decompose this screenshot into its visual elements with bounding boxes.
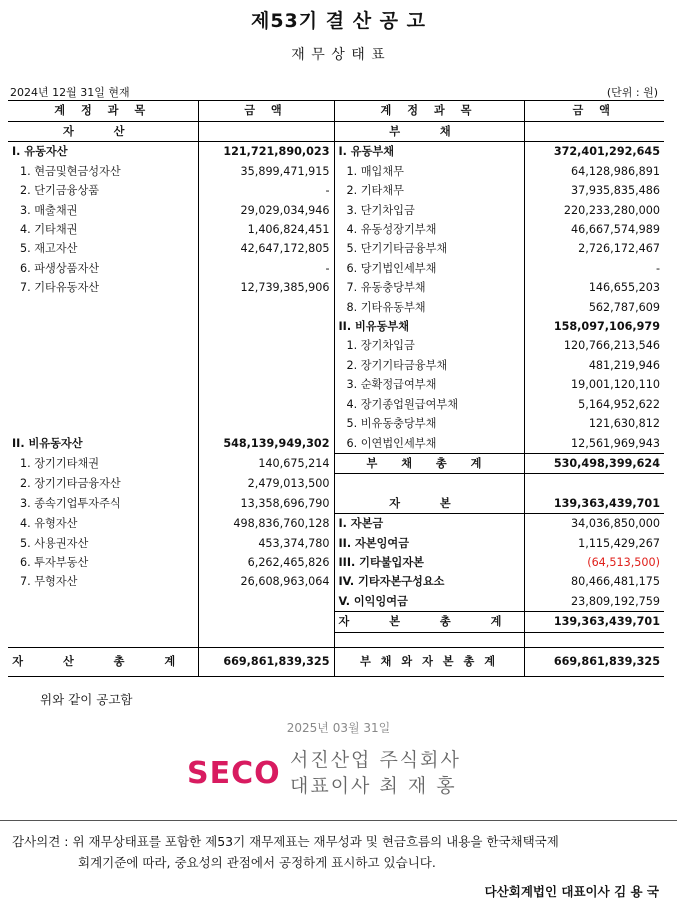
table-row <box>8 278 664 297</box>
table-row <box>8 181 664 200</box>
asset-label: 7. 무형자산 <box>20 575 78 589</box>
liability-amount: 12,561,969,943 <box>524 434 664 454</box>
asset-label: 5. 사용권자산 <box>20 536 89 550</box>
equity-total-amount: 139,363,439,701 <box>524 612 664 632</box>
table-header <box>8 101 664 122</box>
table-row <box>8 592 664 612</box>
unit-label: (단위 : 원) <box>606 86 658 99</box>
table-row <box>8 534 664 553</box>
date-row <box>10 84 658 98</box>
asset-amount: 42,647,172,805 <box>198 239 334 258</box>
header-amount-right: 금 액 <box>524 101 664 122</box>
audit-line-1: 감사의견 : 위 재무상태표를 포함한 제53기 재무제표는 재무성과 및 현금흐름의 내용을 한국채택국제 <box>12 834 559 849</box>
asset-label: 3. 종속기업투자주식 <box>20 496 121 510</box>
ceo-name: 대표이사 최 재 홍 <box>290 775 457 797</box>
liability-label: 6. 당기법인세부채 <box>334 259 524 278</box>
liability-label: 4. 장기종업원급여부채 <box>334 395 524 414</box>
equity-section-amount: 139,363,439,701 <box>524 494 664 514</box>
liability-amount: 5,164,952,622 <box>524 395 664 414</box>
liability-label: 8. 기타유동부채 <box>334 298 524 317</box>
equity-label: II. 자본잉여금 <box>334 534 524 553</box>
liability-label: 2. 기타채무 <box>334 181 524 200</box>
publish-date: 2025년 03월 31일 <box>286 721 391 735</box>
asset-amount: 498,836,760,128 <box>198 514 334 534</box>
asset-amount: - <box>198 181 334 200</box>
equity-amount: 23,809,192,759 <box>524 592 664 612</box>
liability-label: 4. 유동성장기부채 <box>334 220 524 239</box>
liability-label: 2. 장기기타금융부채 <box>334 356 524 375</box>
asset-label: 3. 매출채권 <box>20 203 78 217</box>
grand-total-row <box>8 647 664 676</box>
table-row <box>8 298 664 317</box>
liability-label: 5. 단기기타금융부채 <box>334 239 524 258</box>
asset-label: 6. 파생상품자산 <box>20 261 100 275</box>
liability-amount: - <box>524 259 664 278</box>
liab-equity-total-amount: 669,861,839,325 <box>524 647 664 676</box>
header-amount-left: 금 액 <box>198 101 334 122</box>
asset-label: 4. 유형자산 <box>20 516 78 530</box>
table-row <box>8 474 664 494</box>
liability-amount: 146,655,203 <box>524 278 664 297</box>
equity-amount-negative: (64,513,500) <box>524 553 664 572</box>
notice-title: 제53기 결 산 공 고 <box>250 10 427 32</box>
liability-amount: 372,401,292,645 <box>524 142 664 162</box>
audit-line-2: 회계기준에 따라, 중요성의 관점에서 공정하게 표시하고 있습니다. <box>78 855 436 870</box>
liability-label: I. 유동부채 <box>334 142 524 162</box>
audit-opinion <box>12 831 672 873</box>
company-name: 서진산업 주식회사 <box>290 749 461 771</box>
liability-amount: 64,128,986,891 <box>524 162 664 181</box>
table-row <box>8 317 664 336</box>
asset-amount: 1,406,824,451 <box>198 220 334 239</box>
asset-amount: 140,675,214 <box>198 453 334 473</box>
asset-label: 2. 장기기타금융자산 <box>20 477 121 491</box>
liabilities-section: 부 채 <box>334 122 524 142</box>
company-block <box>290 747 461 799</box>
table-row <box>8 375 664 394</box>
asset-amount: 121,721,890,023 <box>198 142 334 162</box>
liability-label: II. 비유동부채 <box>334 317 524 336</box>
liability-amount: 37,935,835,486 <box>524 181 664 200</box>
liability-amount: 2,726,172,467 <box>524 239 664 258</box>
header-account-left: 계 정 과 목 <box>8 101 198 122</box>
asset-label: 1. 현금및현금성자산 <box>20 164 121 178</box>
liability-amount: 481,219,946 <box>524 356 664 375</box>
asset-amount: 2,479,013,500 <box>198 474 334 494</box>
asset-label: 6. 투자부동산 <box>20 555 89 569</box>
table-row <box>8 494 664 514</box>
table-row <box>8 553 664 572</box>
equity-label: V. 이익잉여금 <box>334 592 524 612</box>
equity-amount: 1,115,429,267 <box>524 534 664 553</box>
asset-label: 7. 기타유동자산 <box>20 281 100 295</box>
as-of-date: 2024년 12월 31일 현재 <box>10 86 130 99</box>
liability-amount: 19,001,120,110 <box>524 375 664 394</box>
equity-amount: 34,036,850,000 <box>524 514 664 534</box>
equity-label: IV. 기타자본구성요소 <box>334 572 524 591</box>
asset-label: 1. 장기기타채권 <box>20 456 100 470</box>
divider <box>0 820 677 821</box>
liability-amount: 121,630,812 <box>524 414 664 433</box>
liab-equity-total-label: 부 채 와 자 본 총 계 <box>334 647 524 676</box>
liability-amount: 562,787,609 <box>524 298 664 317</box>
liability-label: 1. 장기차입금 <box>334 336 524 355</box>
table-row <box>8 201 664 220</box>
table-row <box>8 356 664 375</box>
equity-section: 자 본 <box>334 494 524 514</box>
notice-text: 위와 같이 공고함 <box>40 692 133 707</box>
asset-amount: 12,739,385,906 <box>198 278 334 297</box>
liability-label: 3. 순확정급여부채 <box>334 375 524 394</box>
liability-amount: 220,233,280,000 <box>524 201 664 220</box>
assets-total-label: 자 산 총 계 <box>8 647 198 676</box>
asset-amount: 548,139,949,302 <box>198 434 334 454</box>
equity-amount: 80,466,481,175 <box>524 572 664 591</box>
asset-amount: - <box>198 259 334 278</box>
equity-label: III. 기타불입자본 <box>334 553 524 572</box>
assets-total-amount: 669,861,839,325 <box>198 647 334 676</box>
header-account-right: 계 정 과 목 <box>334 101 524 122</box>
liabilities-total-label: 부 채 총 계 <box>334 453 524 473</box>
asset-label: 5. 재고자산 <box>20 242 78 256</box>
table-row <box>8 414 664 433</box>
table-row <box>8 395 664 414</box>
liability-label: 6. 이연법인세부채 <box>334 434 524 454</box>
equity-label: I. 자본금 <box>334 514 524 534</box>
table-row <box>8 220 664 239</box>
asset-amount: 6,262,465,826 <box>198 553 334 572</box>
asset-label: 2. 단기금융상품 <box>20 184 100 198</box>
table-row <box>8 514 664 534</box>
table-row <box>8 336 664 355</box>
equity-total-label: 자 본 총 계 <box>334 612 524 632</box>
asset-label: 4. 기타채권 <box>20 223 78 237</box>
statement-title: 재 무 상 태 표 <box>291 47 386 63</box>
table-row <box>8 434 664 454</box>
assets-section: 자 산 <box>8 122 198 142</box>
liability-label: 7. 유동충당부채 <box>334 278 524 297</box>
liability-amount: 158,097,106,979 <box>524 317 664 336</box>
table-row <box>8 239 664 258</box>
table-row <box>8 572 664 591</box>
auditor-name: 다산회계법인 대표이사 김 용 국 <box>484 884 659 899</box>
asset-amount: 35,899,471,915 <box>198 162 334 181</box>
liabilities-total-amount: 530,498,399,624 <box>524 453 664 473</box>
seco-logo: SECO <box>187 756 281 791</box>
liability-label: 3. 단기차입금 <box>334 201 524 220</box>
asset-label: I. 유동자산 <box>12 145 68 159</box>
liability-label: 1. 매입채무 <box>334 162 524 181</box>
liability-label: 5. 비유동충당부채 <box>334 414 524 433</box>
table-row <box>8 142 664 162</box>
asset-amount: 29,029,034,946 <box>198 201 334 220</box>
asset-amount: 26,608,963,064 <box>198 572 334 591</box>
asset-amount: 453,374,780 <box>198 534 334 553</box>
table-row <box>8 453 664 473</box>
asset-label: II. 비유동자산 <box>12 436 83 450</box>
table-row <box>8 122 664 142</box>
table-row <box>8 259 664 278</box>
table-row <box>8 612 664 632</box>
liability-amount: 46,667,574,989 <box>524 220 664 239</box>
asset-amount: 13,358,696,790 <box>198 494 334 514</box>
table-row <box>8 162 664 181</box>
balance-sheet-table <box>8 100 664 677</box>
liability-amount: 120,766,213,546 <box>524 336 664 355</box>
